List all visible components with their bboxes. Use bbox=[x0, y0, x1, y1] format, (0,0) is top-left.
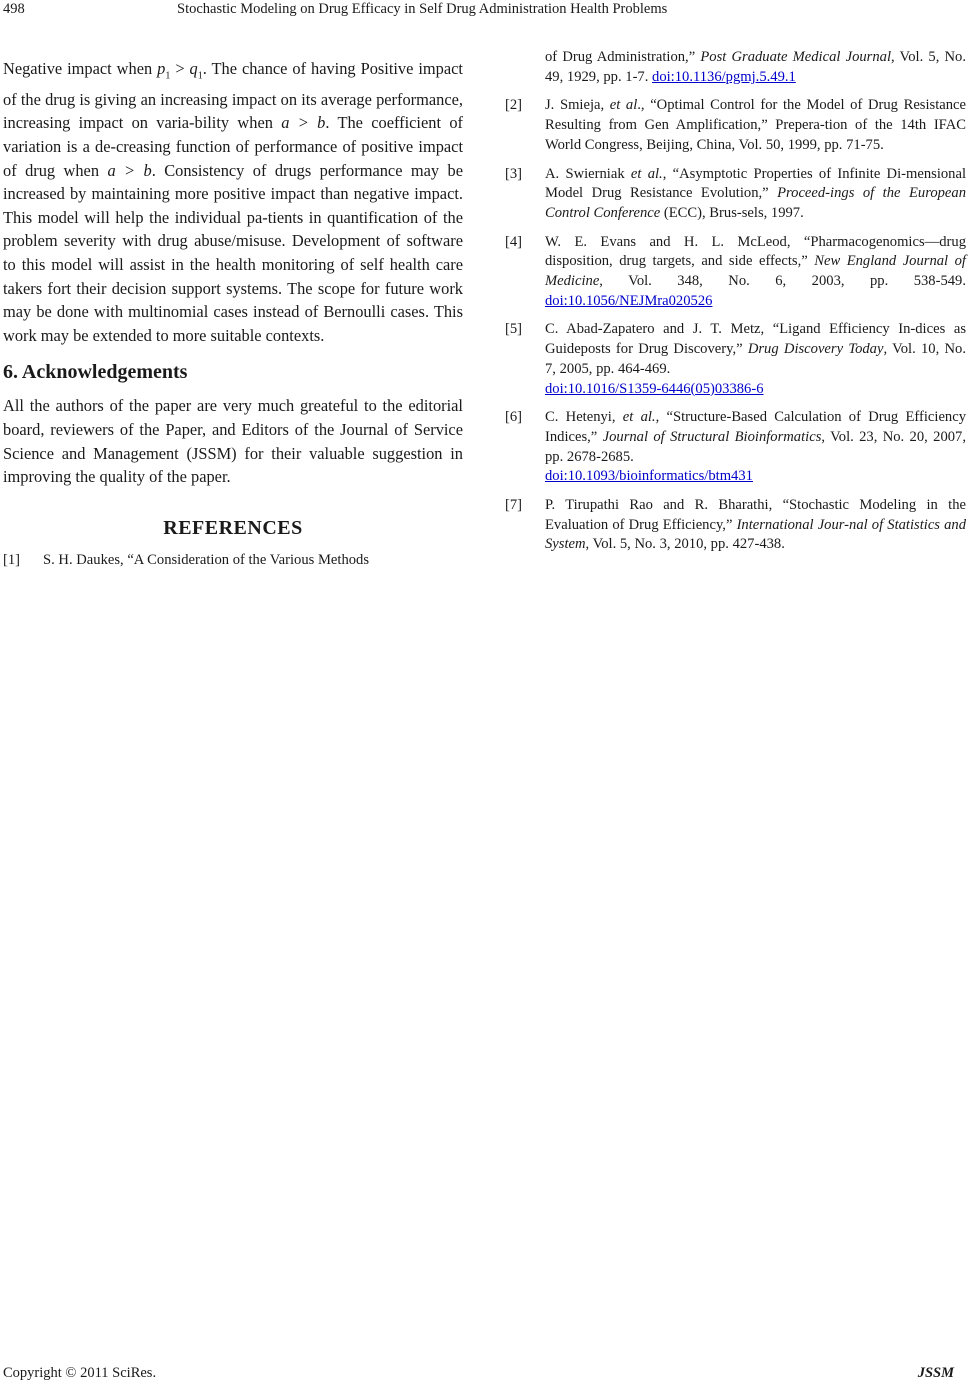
acknowledgements-heading: 6. Acknowledgements bbox=[3, 361, 188, 384]
reference-6: [6] C. Hetenyi, et al., “Structure-Based Calculation of Drug Efficiency Indices,” Journal of Structural Bioinformatics, Vol. 23, No. 20, 2007, pp. 2678-2685. doi:10.1093/bioinformatics/btm431 bbox=[505, 409, 966, 485]
copyright-notice: Copyright © 2011 SciRes. bbox=[3, 1365, 157, 1381]
left-column bbox=[3, 57, 463, 579]
doi-link[interactable]: doi:10.1056/NEJMra020526 bbox=[545, 292, 713, 309]
conclusion-paragraph: Negative impact when $p_1 > q_1$. The chance of having Positive impact of the drug is giving an increasing impact on its average performance, increasing impact on varia-bility when a > b. The coefficient of variation is a de-creasing function of performance of positive impact of drug when a > b. Consistency of drugs performance may be increased by maintaining more positive impact than negative impact. This model will help the individual pa-tients in quantification of the problem severity with drug abuse/misuse. Development of software to this model will assist in the health monitoring of self health care takers fort their decision support systems. The scope for future work may be done with multinomial cases instead of Bernoulli cases. This work may be extended to more suitable contexts. bbox=[3, 59, 463, 345]
reference-1-continued: of Drug Administration,” Post Graduate Medical Journal, Vol. 5, No. 49, 1929, pp. 1-7. doi:10.1136/pgmj.5.49.1 bbox=[545, 49, 966, 85]
reference-4: [4] W. E. Evans and H. L. McLeod, “Pharmacogenomics—drug disposition, drug targets, and side effects,” New England Journal of Medicine, Vol. 348, No. 6, 2003, pp. 538-549. doi:10.1056/NEJMra020526 bbox=[505, 233, 966, 309]
reference-3: [3] A. Swierniak et al., “Asymptotic Properties of Infinite Di-mensional Model Drug Resistance Evolution,” Proceed-ings of the European Control Conference (ECC), Brus-sels, 1997. bbox=[505, 165, 966, 221]
reference-7: [7] P. Tirupathi Rao and R. Bharathi, “Stochastic Modeling in the Evaluation of Drug Efficiency,” International Jour-nal of Statistics and System, Vol. 5, No. 3, 2010, pp. 427-438. bbox=[505, 497, 966, 553]
page-number: 498 bbox=[3, 1, 25, 17]
reference-number: [1] bbox=[3, 551, 21, 568]
journal-abbreviation: JSSM bbox=[917, 1365, 954, 1381]
reference-5: [5] C. Abad-Zapatero and J. T. Metz, “Ligand Efficiency In-dices as Guideposts for Drug Discovery,” Drug Discovery Today, Vol. 10, No. 7, 2005, pp. 464-469. doi:10.1016/S1359-6446(05)03386-6 bbox=[505, 321, 966, 397]
references-heading: REFERENCES bbox=[163, 516, 303, 539]
reference-1-start: [1] S. H. Daukes, “A Consideration of the Various Methods bbox=[3, 551, 463, 571]
acknowledgements-text: All the authors of the paper are very much greateful to the editorial board, reviewers of the Paper, and Editors of the Journal of Service Science and Management (JSSM) for their valuable suggestion in improving the quality of the paper. bbox=[3, 396, 463, 487]
doi-link[interactable]: doi:10.1136/pgmj.5.49.1 bbox=[652, 68, 796, 85]
doi-link[interactable]: doi:10.1093/bioinformatics/btm431 bbox=[545, 468, 753, 485]
right-column bbox=[505, 48, 966, 564]
reference-2: [2] J. Smieja, et al., “Optimal Control for the Model of Drug Resistance Resulting from Gen Amplification,” Prepera-tion of the 14th IFAC World Congress, Beijing, China, Vol. 50, 1999, pp. 71-75. bbox=[505, 97, 966, 153]
page-header bbox=[0, 0, 969, 22]
running-title: Stochastic Modeling on Drug Efficacy in Self Drug Administration Health Problems bbox=[177, 1, 668, 17]
doi-link[interactable]: doi:10.1016/S1359-6446(05)03386-6 bbox=[545, 380, 764, 397]
